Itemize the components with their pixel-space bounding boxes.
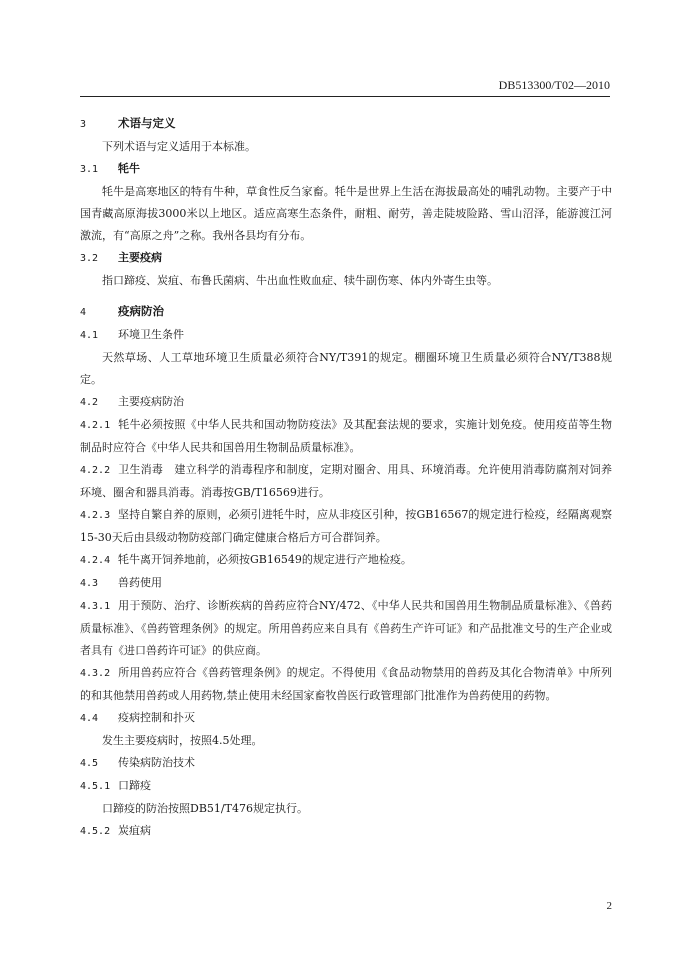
section-heading-s32 [80,247,612,270]
section-number: 4 [80,307,87,318]
clause-p431 [80,595,612,662]
clause-text: 牦牛必须按照《中华人民共和国动物防疫法》及其配套法规的要求，实施计划免疫。使用疫苗等生物制品时应符合《中华人民共和国兽用生物制品质量标准》。 [80,418,612,454]
section-heading-s451 [80,775,612,798]
section-title: 疫病防治 [118,304,164,318]
section-title: 术语与定义 [118,116,176,130]
clause-text: 坚持自繁自养的原则，必须引进牦牛时，应从非疫区引种，按GB16567的规定进行检疫，经隔离观察15-30天后由县级动物防疫部门确定健康合格后方可合群饲养。 [80,508,612,544]
section-title: 炭疽病 [118,824,151,837]
section-heading-s43 [80,572,612,595]
document-body [80,108,612,843]
clause-text: 用于预防、治疗、诊断疾病的兽药应符合NY/472、《中华人民共和国兽用生物制品质量标准》、《兽药质量标准》、《兽药管理条例》的规定。所用兽药应来自具有《兽药生产许可证》和产品批准文号的生产企业或者具有《进口兽药许可证》的供应商。 [80,599,612,657]
clause-number: 4.3.1 [80,601,111,612]
paragraph-p41: 天然草场、人工草地环境卫生质量必须符合NY/T391的规定。棚圈环境卫生质量必须符合NY/T388规定。 [80,351,612,386]
clause-number: 4.3.2 [80,668,111,679]
clause-number: 4.2.2 [80,465,111,476]
section-number: 4.5.1 [80,781,111,792]
section-heading-s42 [80,391,612,414]
page-number: 2 [606,900,612,912]
clause-text: 所用兽药应符合《兽药管理条例》的规定。不得使用《食品动物禁用的兽药及其化合物清单》中所列的和其他禁用兽药或人用药物,禁止使用未经国家畜牧兽医行政管理部门批准作为兽药使用的药物。 [80,666,612,702]
section-title: 主要疫病防治 [118,395,184,408]
clause-number: 4.2.3 [80,510,111,521]
section-heading-s3 [80,112,612,136]
paragraph-p3: 下列术语与定义适用于本标准。 [102,140,256,153]
section-number: 4.5.2 [80,826,111,837]
section-number: 4.1 [80,330,99,341]
section-title: 疫病控制和扑灭 [118,711,195,724]
section-heading-s44 [80,707,612,730]
clause-number: 4.2.1 [80,420,111,431]
section-number: 3.2 [80,253,99,264]
section-heading-s452 [80,820,612,843]
section-title: 主要疫病 [118,251,162,264]
section-heading-s4 [80,300,612,324]
section-number: 4.5 [80,758,99,769]
paragraph-p44: 发生主要疫病时，按照4.5处理。 [102,734,263,747]
clause-p422 [80,459,612,504]
section-number: 3.1 [80,164,99,175]
section-title: 环境卫生条件 [118,328,184,341]
section-title: 牦牛 [118,162,140,175]
section-number: 4.4 [80,713,99,724]
section-number: 3 [80,119,87,130]
section-title: 口蹄疫 [118,779,151,792]
section-heading-s41 [80,324,612,347]
section-number: 4.2 [80,397,99,408]
clause-p432 [80,662,612,707]
paragraph-p32: 指口蹄疫、炭疽、布鲁氏菌病、牛出血性败血症、犊牛副伤寒、体内外寄生虫等。 [102,274,498,287]
clause-p424 [80,549,612,572]
clause-number: 4.2.4 [80,555,111,566]
clause-text: 卫生消毒 建立科学的消毒程序和制度，定期对圈舍、用具、环境消毒。允许使用消毒防腐剂对饲养环境、圈舍和器具消毒。消毒按GB/T16569进行。 [80,463,612,499]
section-heading-s45 [80,752,612,775]
header-divider [80,96,610,97]
document-code: DB513300/T02—2010 [498,78,610,92]
section-title: 传染病防治技术 [118,756,195,769]
paragraph-p451: 口蹄疫的防治按照DB51/T476规定执行。 [102,802,308,815]
paragraph-p31: 牦牛是高寒地区的特有牛种，草食性反刍家畜。牦牛是世界上生活在海拔最高处的哺乳动物。主要产于中国青藏高原海拔3000米以上地区。适应高寒生态条件，耐粗、耐劳，善走陡坡险路、雪山沼泽，能游渡江河激流，有“高原之舟”之称。我州各县均有分布。 [80,185,612,242]
clause-p423 [80,504,612,549]
clause-text: 牦牛离开饲养地前，必须按GB16549的规定进行产地检疫。 [118,553,412,566]
section-number: 4.3 [80,578,99,589]
section-heading-s31 [80,158,612,181]
clause-p421 [80,414,612,459]
section-title: 兽药使用 [118,576,162,589]
